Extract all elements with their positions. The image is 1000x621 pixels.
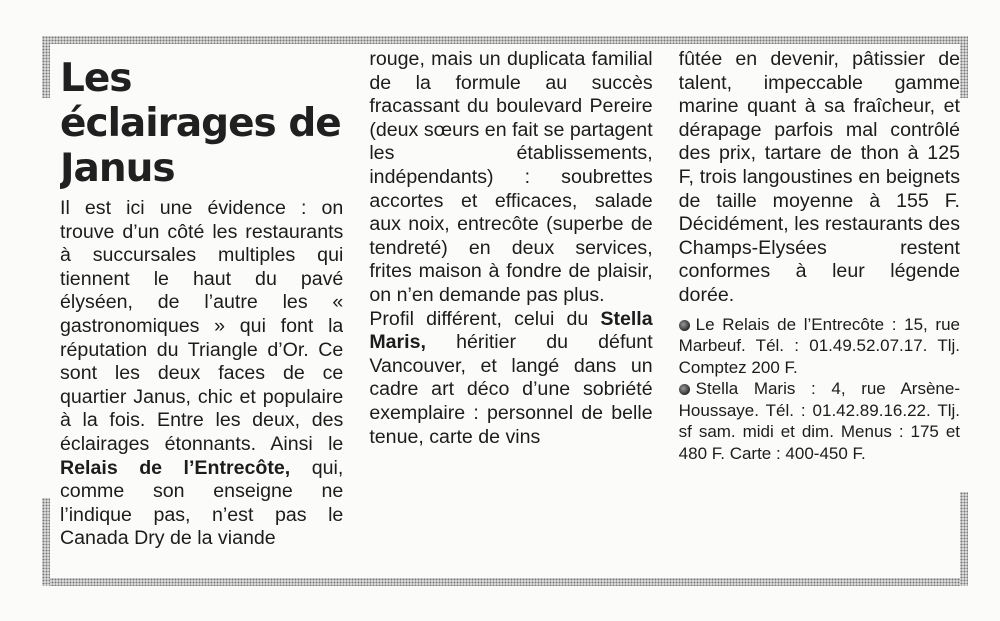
right-top-dotted-rule (960, 36, 968, 98)
info-entry-relais-text: Le Relais de l’Entrecôte : 15, rue Marbeuf. Tél. : 01.49.52.07.17. Tlj. Comptez 200 F. (678, 314, 960, 377)
column-2 (369, 48, 652, 576)
bullet-icon (679, 320, 690, 331)
column-3 (679, 48, 960, 576)
headline: Les éclairages de Janus (60, 56, 341, 191)
info-entry-stella-text: Stella Maris : 4, rue Arsène-Houssaye. Tél. : 01.42.89.16.22. Tlj. sf sam. midi et dim. Menus : 175 et 480 F. Carte : 400-450 F. (678, 379, 960, 463)
info-entry-relais (679, 314, 960, 379)
bottom-dotted-rule (42, 578, 968, 586)
column-2-paragraph-1: rouge, mais un duplicata familial de la formule au succès fracassant du boulevard Pereire (deux sœurs en fait se partagent les établissements, indépendants) : soubrettes accortes et efficaces, salade aux noix, entrecôte (superbe de tendreté) en deux services, frites maison à fondre de plaisir, on n’en demande pas plus. (369, 48, 653, 306)
info-entry-stella (679, 378, 960, 464)
column-2-text-before: Profil différent, celui du (369, 307, 589, 330)
column-1-text-before: Il est ici une évidence : on trouve d’un côté les restaurants à succursales multiples qui tiennent le haut du pavé élyséen, de l’autre les « gastronomiques » qui font la réputation du Triangle d’Or. Ce sont les deux faces de ce quartier Janus, chic et populaire à la fois. Entre les deux, des éclairages étonnants. Ainsi le (60, 197, 344, 455)
top-dotted-rule (42, 36, 968, 44)
column-2-paragraph-2 (369, 308, 652, 450)
article (60, 48, 960, 576)
column-1-text-after: qui, comme son enseigne ne l’indique pas, n’est pas le Canada Dry de la viande (60, 456, 344, 550)
right-bottom-dotted-rule (960, 492, 968, 586)
column-1-paragraph (60, 197, 343, 551)
left-top-dotted-rule (42, 36, 50, 98)
relais-name: Relais de l’Entrecôte, (60, 456, 291, 479)
column-2-text-after: héritier du défunt Vancouver, et langé dans un cadre art déco d’une sobriété exemplaire : personnel de belle tenue, carte de vins (369, 331, 653, 448)
bullet-icon (679, 384, 690, 395)
left-bottom-dotted-rule (42, 498, 50, 586)
column-1 (60, 48, 343, 576)
column-3-paragraph: fûtée en devenir, pâtissier de talent, impeccable gamme marine quant à sa fraîcheur, et dérapage parfois mal contrôlé des prix, tartare de thon à 125 F, trois langoustines en beignets de taille moyenne à 155 F. Décidément, les restaurants des Champs-Elysées restent conformes à leur légende dorée. (678, 48, 960, 306)
address-info (679, 314, 960, 465)
stella-maris-name: Stella Maris, (369, 307, 653, 354)
